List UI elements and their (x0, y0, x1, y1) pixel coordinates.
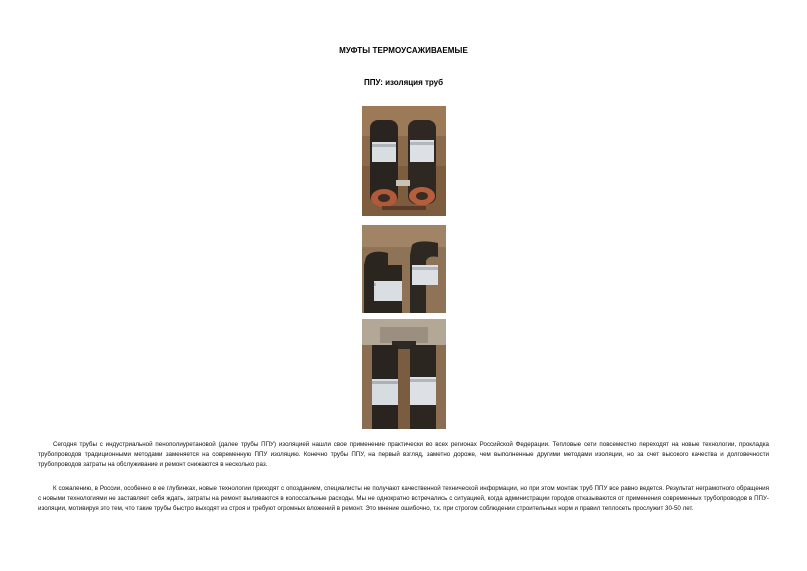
pipe-photo-1 (362, 106, 446, 216)
pipe-photo-3 (362, 319, 446, 429)
pipe-photo-2 (362, 225, 446, 313)
page-title: МУФТЫ ТЕРМОУСАЖИВАЕМЫЕ (339, 46, 468, 55)
paragraph-problems: К сожалению, в России, особенно в ее глубинках, новые технологии приходят с опозданием, специалисты не получают качественной технической информации, но при этом монтаж труб ППУ все равно ведется. Результат неграмотного обращения с новыми технологиями не заставляет себя ждать, затраты на ремонт выливаются в колоссальные расходы. Мы не однократно встречались с ситуацией, когда администрации городов отказываются от применения современных трубопроводов в ППУ-изоляции, мотивируя это тем, что такие трубы быстро выходят из строя и требуют огромных вложений в ремонт. Это мнение ошибочно, т.к. при строгом соблюдении строительных норм и правил теплосеть прослужит 30-50 лет. (38, 485, 769, 512)
page-subtitle: ППУ: изоляция труб (363, 78, 444, 87)
paragraph-intro: Сегодня трубы с индустриальной пенополиуретановой (далее трубы ППУ) изоляцией нашли свое применение практически во всех регионах Российской Федерации. Тепловые сети повсеместно переходят на новые технологии, прокладка трубопроводов традиционными методами заменяется на современную ППУ изоляцию. Конечно трубы ППУ, на первый взгляд, заметно дороже, чем выполненные другими методами изоляции, но за счет высокого качества и долговечности трубопроводов затраты на обслуживание и ремонт снижаются в несколько раз. (38, 441, 769, 468)
